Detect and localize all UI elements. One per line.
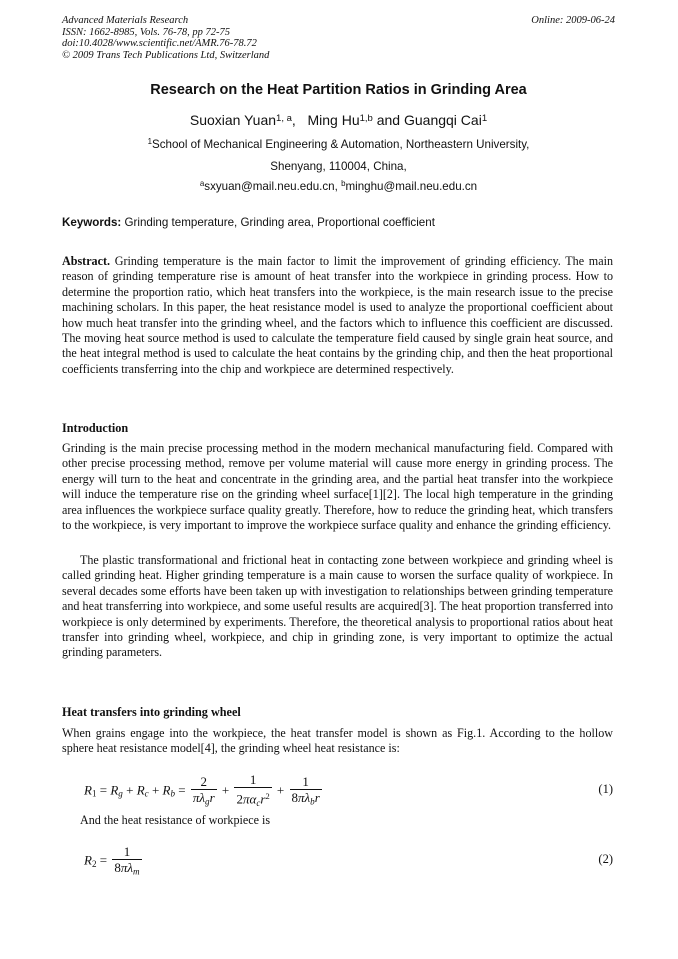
affiliation-line-2: Shenyang, 110004, China, — [270, 160, 407, 173]
email-address: sxyuan@mail.neu.edu.cn, — [204, 180, 342, 193]
author-separator: , — [291, 112, 308, 128]
equation-1-formula: $R_1 = R_g + R_c + R_b$ = $\frac{2}{\pi\lambda_gr}$ + $\frac{1}{2\pi\alpha_cr^2}$ + $\frac{1}{8\pi\lambda_br}$ — [84, 772, 320, 808]
author-affiliation-mark: 1 — [481, 112, 488, 124]
issn-line: ISSN: 1662-8985, Vols. 76-78, pp 72-75 — [62, 26, 230, 38]
equation-number: (2) — [598, 852, 613, 866]
keywords — [62, 216, 615, 229]
author-separator: and — [372, 112, 404, 128]
author-affiliation-mark: 1,b — [359, 112, 373, 124]
affiliation-mark: 1 — [147, 137, 152, 147]
author-name: Guangqi Cai — [403, 112, 482, 128]
paragraph: The plastic transformational and frictional heat in contacting zone between workpiece and grinding wheel is called grinding heat. Higher grinding temperature is a main cause to worsen the surface quality of workpiece. In several decades some efforts have been taken up with investigation to relationships between grinding temperature and heat transferring into workpiece, and some useful results are acquired[3]. The heat proportion transferred into workpiece is only determined by experiments. Therefore, the theoretical analysis to proportional ratios about heat transfer into grinding wheel, workpiece, and chip in grinding zone, is very important to optimize the actual grinding parameters. — [62, 553, 613, 660]
email-mark: a — [199, 179, 205, 189]
doi-line: doi:10.4028/www.scientific.net/AMR.76-78.72 — [62, 38, 257, 49]
paper-title: Research on the Heat Partition Ratios in Grinding Area — [150, 82, 527, 98]
keywords-text: Grinding temperature, Grinding area, Proportional coefficient — [121, 216, 435, 229]
paragraph: Grinding is the main precise processing method in the modern mechanical manufacturing field. Compared with other precise processing method, remove per volume material will cause more energy in grinding process. The energy will turn to the heat and concentrate in the grinding area, and the partial heat transfer into the workpiece will induce the temperature rise on the grinding wheel surface[1][2]. The local high temperature in the grinding area influences the workpiece surface quality greatly. Therefore, how to reduce the grinding heat, which transfers to the workpiece, is very important to improve the workpiece surface quality and enhance the grinding efficiency. — [62, 441, 613, 533]
keywords-label: Keywords: — [62, 216, 122, 229]
section-heading: Heat transfers into grinding wheel — [62, 705, 241, 719]
email-line — [62, 180, 615, 193]
email-address: minghu@mail.neu.edu.cn — [345, 180, 478, 193]
affiliation-text: School of Mechanical Engineering & Automation, Northeastern University, — [151, 138, 530, 151]
abstract — [62, 254, 613, 377]
author-affiliation-mark: 1, a — [276, 112, 292, 124]
online-date: Online: 2009-06-24 — [531, 15, 615, 26]
affiliation-line-1 — [62, 138, 615, 151]
author-name: Suoxian Yuan — [189, 112, 277, 128]
equation-2-formula: $R_2$ = $\frac{1}{8\pi\lambda_m}$ — [84, 844, 140, 877]
journal-name: Advanced Materials Research — [62, 15, 189, 26]
copyright-line: © 2009 Trans Tech Publications Ltd, Switzerland — [62, 49, 270, 61]
email-mark: b — [341, 179, 346, 189]
equation-1 — [62, 768, 613, 812]
page-header — [62, 15, 615, 61]
author-line — [62, 112, 615, 128]
paragraph: When grains engage into the workpiece, the heat transfer model is shown as Fig.1. According to the hollow sphere heat resistance model[4], the grinding wheel heat resistance is: — [62, 726, 613, 756]
abstract-label: Abstract. — [62, 254, 111, 268]
equation-number: (1) — [598, 782, 613, 796]
abstract-text: Grinding temperature is the main factor to limit the improvement of grinding efficiency. The main reason of grinding temperature rise is amount of heat transfer into the workpiece in grinding process. How to determine the proportion ratio, which heat transfers into the workpiece, is the main research issue to the precise machining scholars. In this paper, the heat resistance model is used to analyze the proportional coefficient about how much heat transfer into the grinding wheel, and the factors which to influence this coefficient are discussed. The moving heat source method is used to calculate the temperature field caused by single grain heat source, and the heat integral method is used to calculate the heat contains by the grinding chip, and then the heat proportional coefficients transferring into the chip and workpiece are determined respectively. — [62, 254, 613, 376]
section-heading: Introduction — [62, 421, 129, 435]
author-name: Ming Hu — [307, 112, 360, 128]
equation-2 — [62, 840, 613, 884]
paragraph: And the heat resistance of workpiece is — [80, 813, 271, 827]
